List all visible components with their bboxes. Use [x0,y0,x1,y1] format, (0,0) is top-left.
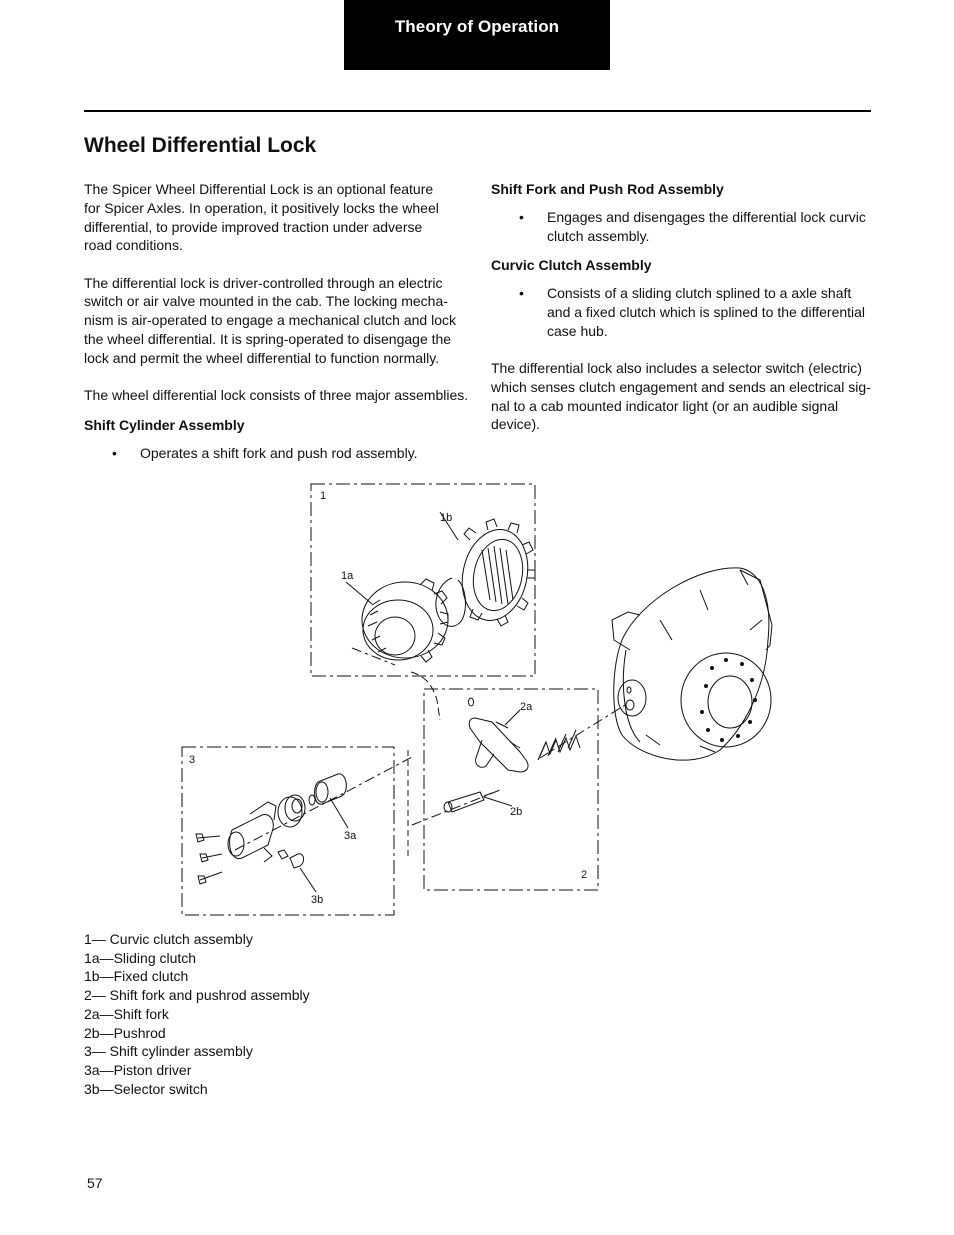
callout-3a: 3a [344,830,357,842]
left-column [84,180,469,463]
selector-line: The differential lock also includes a selector switch (electric) [491,360,862,377]
pushrod-drawing [444,792,492,812]
selector-line: which senses clutch engagement and sends an electrical sig- [491,378,871,395]
exploded-view-figure [0,470,954,930]
bullet-text: clutch assembly. [547,227,650,244]
callout-1a: 1a [341,570,354,582]
control-line: nism is air-operated to engage a mechanical clutch and lock [84,312,456,329]
shift-fork-heading: Shift Fork and Push Rod Assembly [491,181,724,197]
selector-paragraph [491,359,876,434]
section-tab-label: Theory of Operation [394,17,560,36]
right-column [491,180,876,434]
page-number: 57 [87,1175,103,1191]
bullet-symbol: • [519,208,524,225]
selector-line: nal to a cab mounted indicator light (or an audible signal [491,397,839,414]
bullet-text: Operates a shift fork and push rod assembly. [140,444,418,461]
shift-cylinder-bullet [84,444,469,463]
callout-1b: 1b [440,512,453,524]
intro-line: road conditions. [84,237,183,254]
callout-3b: 3b [311,894,324,906]
shift-cylinder-drawing [196,774,346,884]
intro-line: differential, to provide improved traction under adverse [84,218,423,235]
assembly-box-3 [182,747,394,915]
intro-line: The Spicer Wheel Differential Lock is an optional feature [84,181,434,197]
legend-item: 1— Curvic clutch assembly [84,931,253,947]
callout-box2: 2 [581,869,588,881]
control-line: The differential lock is driver-controlled through an electric [84,274,443,291]
section-tab [344,0,610,70]
bullet-text: Engages and disengages the differential lock curvic [547,208,866,225]
header-rule [84,110,871,112]
curvic-bullet [491,284,876,340]
bullet-symbol: • [519,285,524,302]
fixed-clutch-drawing [454,519,536,627]
page-title: Wheel Differential Lock [84,134,317,157]
legend-item: 3— Shift cylinder assembly [84,1043,253,1060]
assemblies-paragraph: The wheel differential lock consists of three major assemblies. [84,387,469,404]
bullet-text: and a fixed clutch which is splined to the differential [547,303,866,320]
legend-item: 2— Shift fork and pushrod assembly [84,987,310,1004]
legend-item: 3b—Selector switch [84,1080,208,1097]
carrier-housing-drawing [612,568,772,760]
shift-fork-bullet [491,208,876,246]
legend-item: 1b—Fixed clutch [84,968,189,985]
control-line: the wheel differential. It is spring-operated to disengage the [84,331,452,348]
control-line: lock and permit the wheel differential to function normally. [84,349,440,366]
retaining-ring-drawing [436,578,466,626]
shift-cylinder-heading: Shift Cylinder Assembly [84,416,245,433]
sliding-clutch-drawing [362,579,448,662]
figure-legend [84,930,310,1098]
control-line: switch or air valve mounted in the cab. The locking mecha- [84,293,448,310]
callout-2a: 2a [520,701,533,713]
control-paragraph [84,274,469,368]
callout-box1: 1 [320,490,327,502]
callout-2b: 2b [510,806,523,818]
legend-item: 1a—Sliding clutch [84,949,197,966]
selector-line: device). [491,416,541,433]
legend-item: 2a—Shift fork [84,1005,169,1022]
bullet-text: case hub. [547,322,608,339]
curvic-heading: Curvic Clutch Assembly [491,257,652,274]
legend-item: 2b—Pushrod [84,1024,166,1041]
intro-line: for Spicer Axles. In operation, it positively locks the wheel [84,199,439,216]
legend-item: 3a—Piston driver [84,1061,192,1078]
bullet-text: Consists of a sliding clutch splined to a axle shaft [547,285,852,302]
bullet-symbol: • [112,444,117,461]
callout-box3: 3 [189,754,196,766]
intro-paragraph [84,180,469,255]
